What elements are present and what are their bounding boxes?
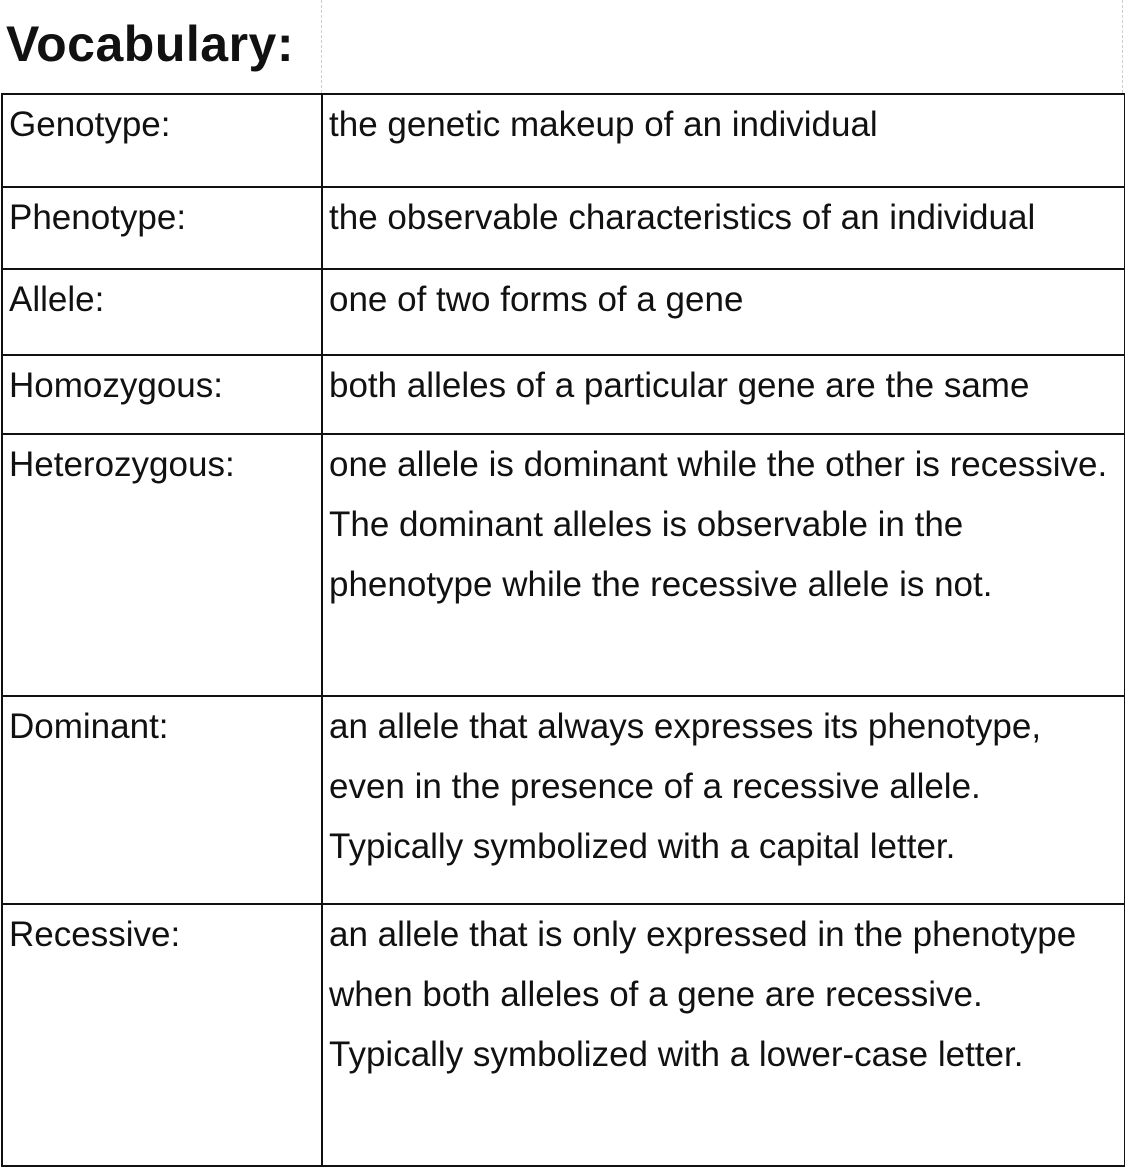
term-cell: Dominant: — [2, 696, 322, 904]
table-row — [2, 434, 1125, 696]
definition-cell: the observable characteristics of an individual — [322, 187, 1125, 269]
table-row — [2, 355, 1125, 434]
table-row — [2, 904, 1125, 1166]
term-cell: Heterozygous: — [2, 434, 322, 696]
definition-cell: the genetic makeup of an individual — [322, 94, 1125, 187]
definition-cell: one allele is dominant while the other is recessive. The dominant alleles is observable in the phenotype while the recessive allele is not. — [322, 434, 1125, 696]
table-row — [2, 696, 1125, 904]
term-cell: Allele: — [2, 269, 322, 355]
definition-cell: an allele that is only expressed in the phenotype when both alleles of a gene are recessive. Typically symbolized with a lower-case letter. — [322, 904, 1125, 1166]
table-row — [2, 94, 1125, 187]
table-row — [2, 187, 1125, 269]
table-row — [2, 269, 1125, 355]
term-cell: Recessive: — [2, 904, 322, 1166]
term-cell: Homozygous: — [2, 355, 322, 434]
vocabulary-table — [1, 93, 1125, 1167]
title-column-divider — [321, 0, 322, 93]
term-cell: Phenotype: — [2, 187, 322, 269]
term-cell: Genotype: — [2, 94, 322, 187]
definition-cell: an allele that always expresses its phenotype, even in the presence of a recessive allele. Typically symbolized with a capital letter. — [322, 696, 1125, 904]
page-title: Vocabulary: — [6, 16, 294, 72]
definition-cell: one of two forms of a gene — [322, 269, 1125, 355]
title-right-divider — [1122, 0, 1123, 93]
definition-cell: both alleles of a particular gene are the same — [322, 355, 1125, 434]
